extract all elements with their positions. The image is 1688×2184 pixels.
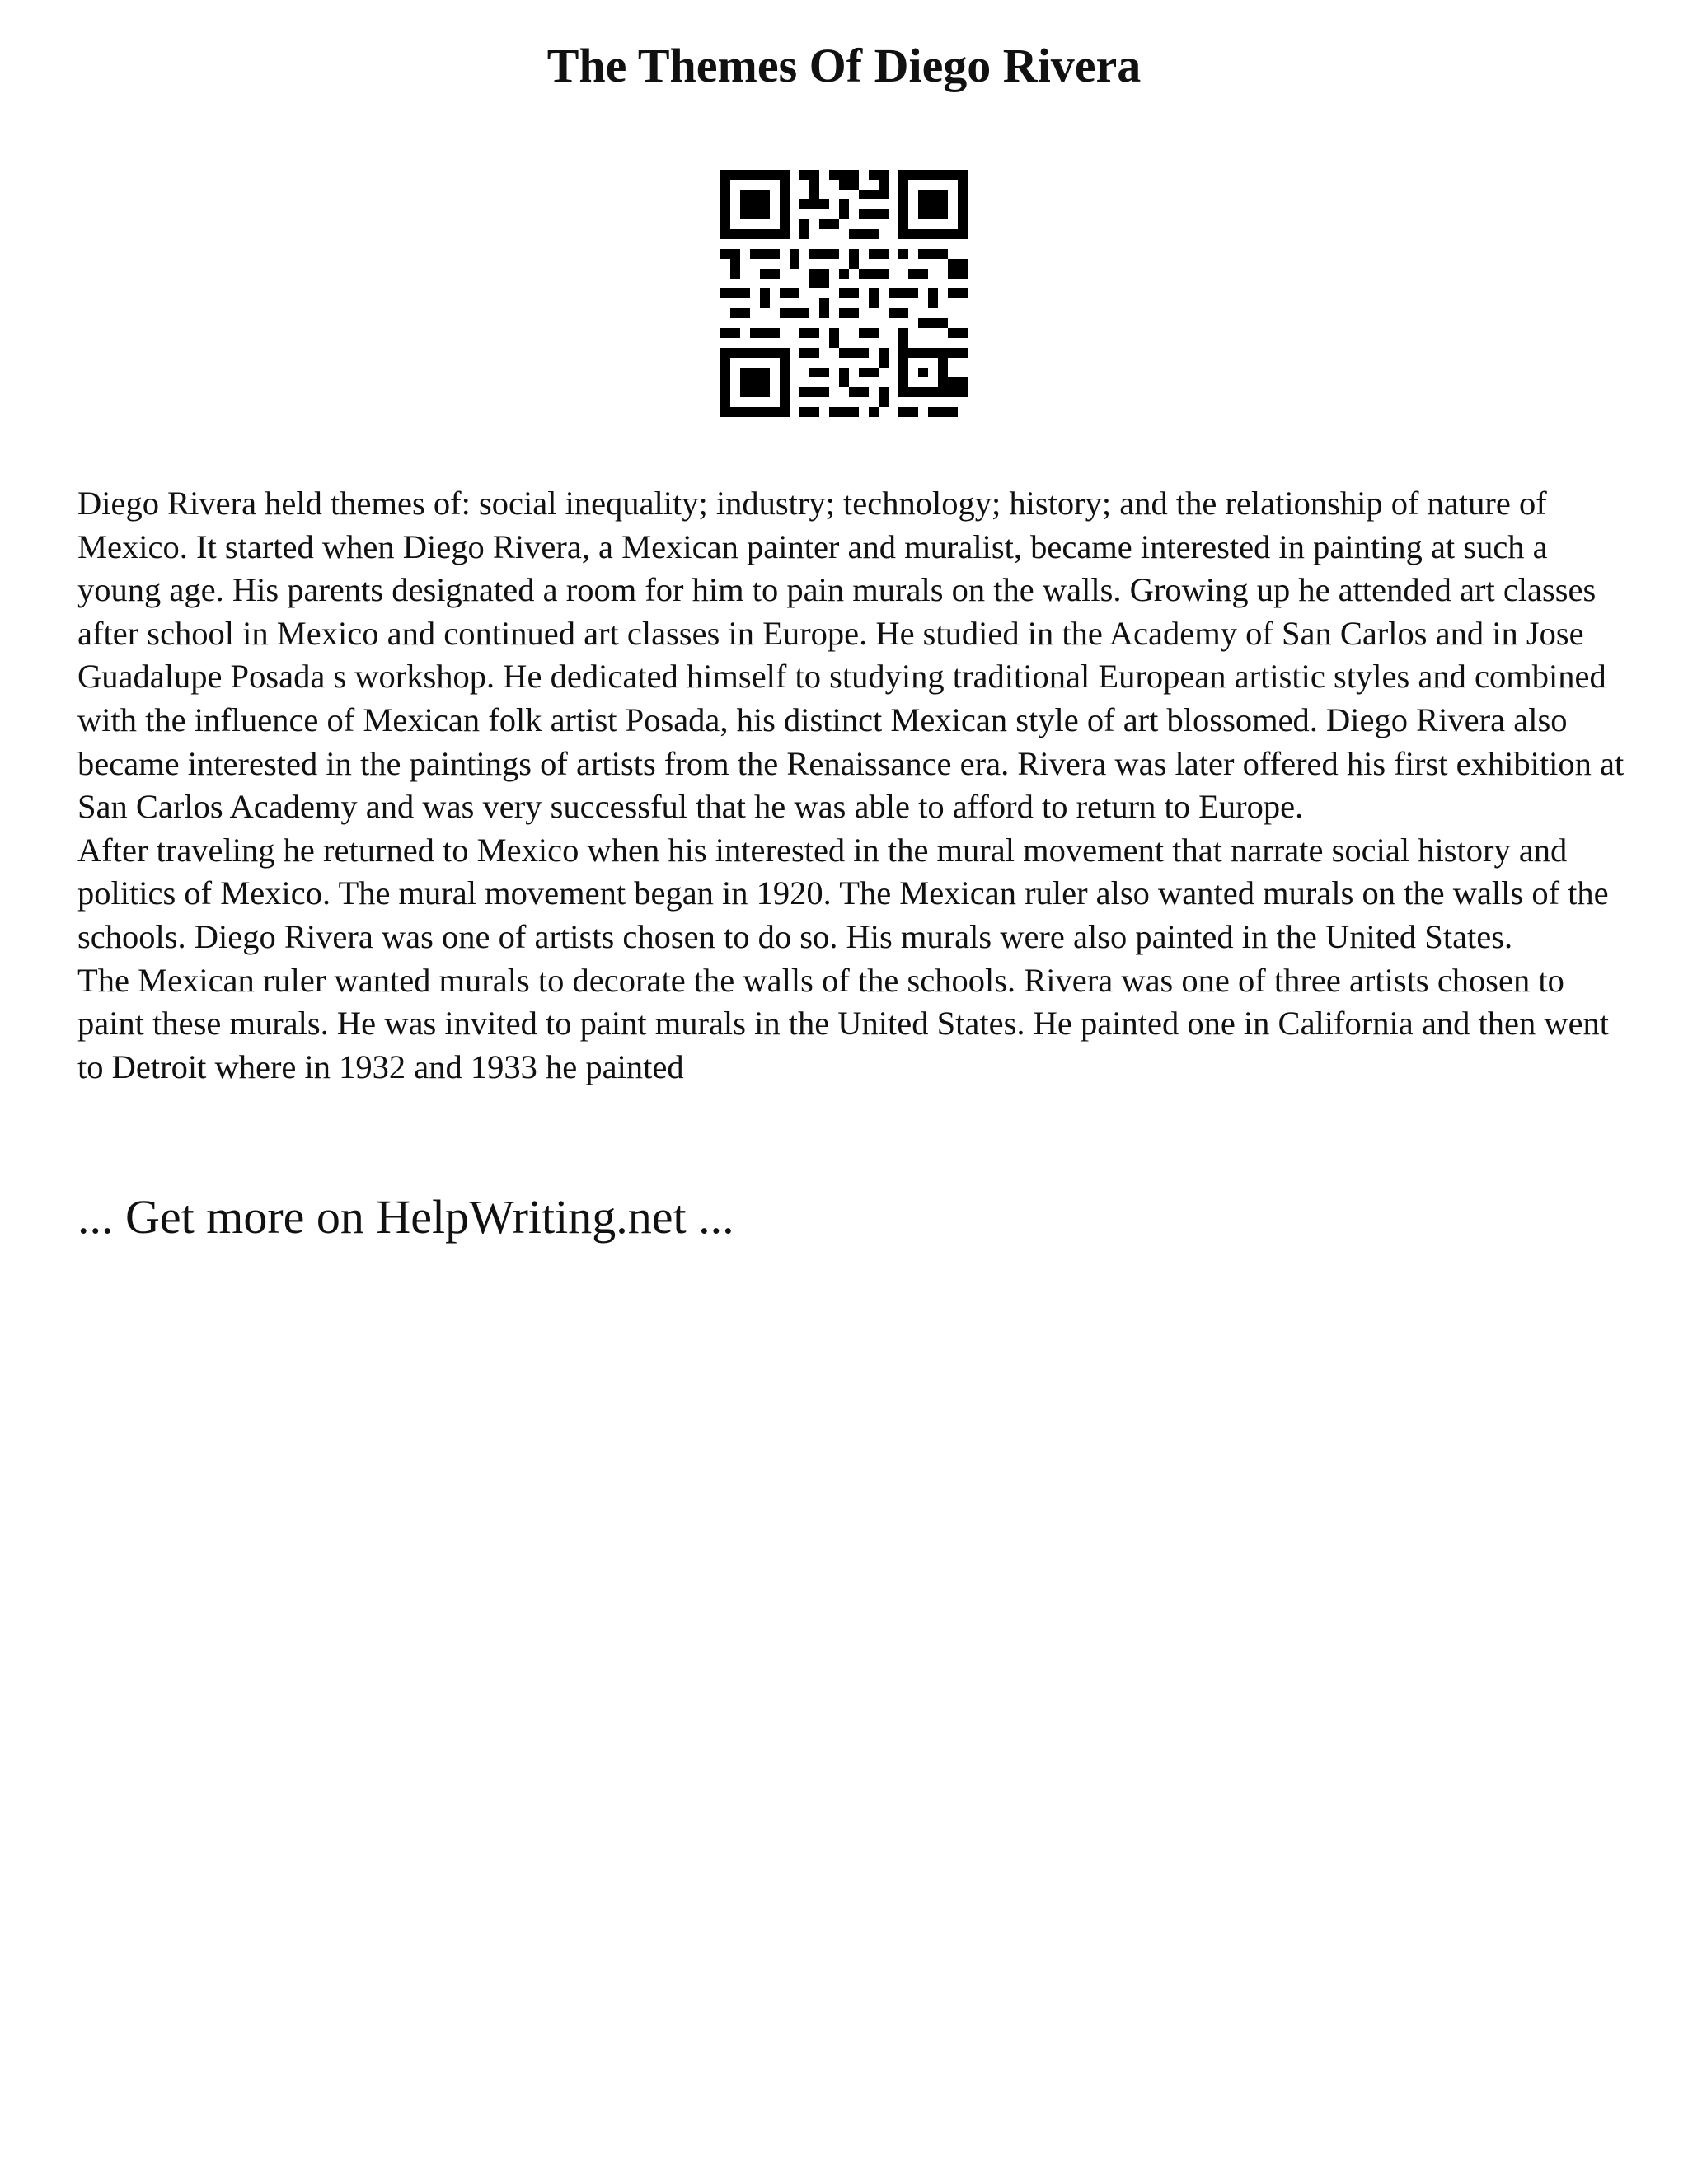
qr-code-icon: [720, 170, 968, 417]
get-more-link[interactable]: ... Get more on HelpWriting.net ...: [77, 1190, 734, 1244]
article-body: [77, 482, 1627, 1089]
paragraph: The Mexican ruler wanted murals to decorate the walls of the schools. Rivera was one of three artists chosen to paint these murals. He was invited to paint murals in the United States. He painted one in California and then went to Detroit where in 1932 and 1933 he painted: [77, 961, 1610, 1085]
page-title: The Themes Of Diego Rivera: [546, 39, 1142, 92]
paragraph: After traveling he returned to Mexico when his interested in the mural movement that narrate social history and politics of Mexico. The mural movement began in 1920. The Mexican ruler also wanted murals on the walls of the schools. Diego Rivera was one of artists chosen to do so. His murals were also painted in the United States.: [77, 831, 1609, 955]
paragraph: Diego Rivera held themes of: social inequality; industry; technology; history; and the relationship of nature of Mexico. It started when Diego Rivera, a Mexican painter and muralist, became interested in painting at such a young age. His parents designated a room for him to pain murals on the walls. Growing up he attended art classes after school in Mexico and continued art classes in Europe. He studied in the Academy of San Carlos and in Jose Guadalupe Posada s workshop. He dedicated himself to studying traditional European artistic styles and combined with the influence of Mexican folk artist Posada, his distinct Mexican style of art blossomed. Diego Rivera also became interested in the paintings of artists from the Renaissance era. Rivera was later offered his first exhibition at San Carlos Academy and was very successful that he was able to afford to return to Europe.: [77, 485, 1625, 826]
